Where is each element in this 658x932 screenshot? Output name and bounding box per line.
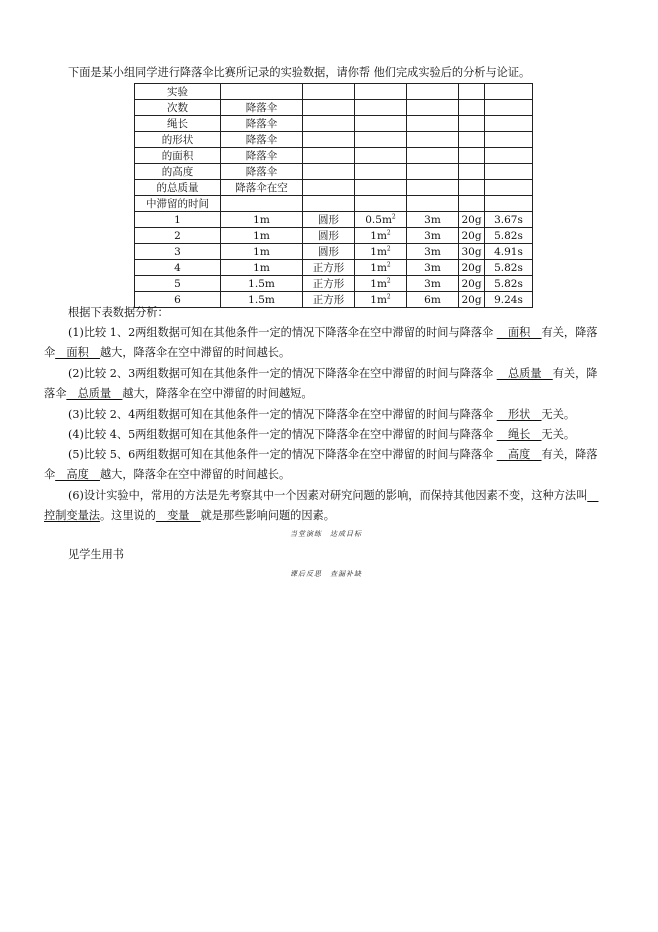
empty-cell xyxy=(303,180,355,196)
answer-4: __绳长__ xyxy=(496,428,542,441)
header-cell: 次数 xyxy=(135,100,221,116)
empty-cell xyxy=(459,196,485,212)
empty-cell xyxy=(459,180,485,196)
question-2-line-2: 落伞__总质量__越大，降落伞在空中滞留的时间越短。 xyxy=(44,387,313,400)
table-cell: 4 xyxy=(135,260,221,276)
empty-cell xyxy=(407,132,459,148)
table-header-row xyxy=(135,148,533,164)
area-unit-superscript: 2 xyxy=(386,245,391,252)
table-cell: $1m^2$ xyxy=(355,276,407,292)
table-cell: 3m xyxy=(407,276,459,292)
empty-cell xyxy=(485,180,533,196)
table-row xyxy=(135,292,533,308)
empty-cell xyxy=(459,148,485,164)
table-cell: 1 xyxy=(135,212,221,228)
table-header-row xyxy=(135,196,533,212)
empty-cell xyxy=(485,100,533,116)
table-row xyxy=(135,260,533,276)
empty-cell xyxy=(355,180,407,196)
empty-cell xyxy=(485,132,533,148)
table-header-row xyxy=(135,132,533,148)
empty-cell xyxy=(459,132,485,148)
table-row xyxy=(135,276,533,292)
empty-cell xyxy=(407,116,459,132)
header-cell: 实验 xyxy=(135,84,221,100)
empty-cell xyxy=(407,84,459,100)
table-cell: 圆形 xyxy=(303,244,355,260)
empty-cell xyxy=(355,196,407,212)
empty-cell xyxy=(303,132,355,148)
empty-cell xyxy=(355,84,407,100)
table-header-row xyxy=(135,84,533,100)
section-footer-2: 课后反思 查漏补缺 xyxy=(290,570,362,578)
table-cell: 5.82s xyxy=(485,276,533,292)
empty-cell xyxy=(303,100,355,116)
header-cell: 降落伞 xyxy=(221,132,303,148)
table-header-row xyxy=(135,100,533,116)
empty-cell xyxy=(355,164,407,180)
area-unit-superscript: 2 xyxy=(391,213,396,220)
question-1-line-2: 伞__面积__越大，降落伞在空中滞留的时间越长。 xyxy=(44,346,291,359)
question-5-line-1: (5)比较 5、6两组数据可知在其他条件一定的情况下降落伞在空中滞留的时间与降落伞 __高度__有关，降落 xyxy=(68,448,598,461)
answer-2b: __总质量__ xyxy=(66,387,123,400)
table-cell: 20g xyxy=(459,228,485,244)
area-unit-superscript: 2 xyxy=(386,293,391,300)
area-unit-superscript: 2 xyxy=(386,277,391,284)
header-cell: 降落伞 xyxy=(221,164,303,180)
empty-cell xyxy=(303,148,355,164)
answer-3: __形状__ xyxy=(496,408,542,421)
answer-6a: 控制变量法 xyxy=(44,509,100,522)
table-cell: 3m xyxy=(407,228,459,244)
table-cell: $1m^2$ xyxy=(355,292,407,308)
area-unit-superscript: 2 xyxy=(386,261,391,268)
table-cell: 2 xyxy=(135,228,221,244)
empty-cell xyxy=(407,100,459,116)
table-cell: $1m^2$ xyxy=(355,228,407,244)
table-cell: 3.67s xyxy=(485,212,533,228)
empty-cell xyxy=(485,84,533,100)
empty-cell xyxy=(407,196,459,212)
table-cell: 20g xyxy=(459,260,485,276)
table-row xyxy=(135,212,533,228)
table-cell: 20g xyxy=(459,292,485,308)
empty-cell xyxy=(407,164,459,180)
empty-cell xyxy=(355,116,407,132)
table-cell: $1m^2$ xyxy=(355,260,407,276)
table-cell: 正方形 xyxy=(303,276,355,292)
table-cell: 9.24s xyxy=(485,292,533,308)
empty-cell xyxy=(485,196,533,212)
analysis-title: 根据下表数据分析： xyxy=(68,306,169,319)
intro-text: 下面是某小组同学进行降落伞比赛所记录的实验数据，请你帮 他们完成实验后的分析与论证。 xyxy=(68,66,531,79)
header-cell: 的高度 xyxy=(135,164,221,180)
table-cell: 1m xyxy=(221,260,303,276)
empty-cell xyxy=(303,196,355,212)
header-cell: 的总质量 xyxy=(135,180,221,196)
section-footer-1: 当堂演练 达成目标 xyxy=(290,530,362,538)
table-row xyxy=(135,244,533,260)
table-cell: 1m xyxy=(221,228,303,244)
table-cell: 30g xyxy=(459,244,485,260)
question-6-line-2: 控制变量法。这里说的__变量__就是那些影响问题的因素。 xyxy=(44,509,335,522)
header-cell: 的面积 xyxy=(135,148,221,164)
table-cell: 3m xyxy=(407,260,459,276)
empty-cell xyxy=(303,164,355,180)
answer-2a: __总质量__ xyxy=(496,367,553,380)
experiment-table xyxy=(134,83,533,308)
table-cell: 正方形 xyxy=(303,260,355,276)
table-cell: 圆形 xyxy=(303,212,355,228)
empty-cell xyxy=(355,132,407,148)
answer-1a: __面积__ xyxy=(496,326,542,339)
table-cell: 1.5m xyxy=(221,276,303,292)
table-header-row xyxy=(135,180,533,196)
header-cell xyxy=(221,84,303,100)
header-cell: 降落伞 xyxy=(221,100,303,116)
question-3: (3)比较 2、4两组数据可知在其他条件一定的情况下降落伞在空中滞留的时间与降落伞 __形状__无关。 xyxy=(68,408,576,421)
table-cell: 1m xyxy=(221,244,303,260)
table-cell: 正方形 xyxy=(303,292,355,308)
header-cell xyxy=(221,196,303,212)
question-2-line-1: (2)比较 2、3两组数据可知在其他条件一定的情况下降落伞在空中滞留的时间与降落伞 __总质量__有关，降 xyxy=(68,367,598,380)
empty-cell xyxy=(303,84,355,100)
empty-cell xyxy=(355,100,407,116)
answer-5b: __高度__ xyxy=(55,468,100,481)
empty-cell xyxy=(459,164,485,180)
table-cell: 20g xyxy=(459,276,485,292)
table-cell: 圆形 xyxy=(303,228,355,244)
table-cell: 20g xyxy=(459,212,485,228)
header-cell: 降落伞 xyxy=(221,116,303,132)
question-5-line-2: 伞__高度__越大，降落伞在空中滞留的时间越长。 xyxy=(44,468,291,481)
answer-5a: __高度__ xyxy=(496,448,542,461)
table-cell: $1m^2$ xyxy=(355,244,407,260)
table-cell: 5.82s xyxy=(485,228,533,244)
header-cell: 的形状 xyxy=(135,132,221,148)
question-4: (4)比较 4、5两组数据可知在其他条件一定的情况下降落伞在空中滞留的时间与降落伞 __绳长__无关。 xyxy=(68,428,576,441)
table-cell: 6m xyxy=(407,292,459,308)
empty-cell xyxy=(303,116,355,132)
student-book-note: 见学生用书 xyxy=(68,548,124,561)
question-6-line-1: (6)设计实验中，常用的方法是先考察其中一个因素对研究问题的影响，而保持其他因素不变，这种方法叫__ xyxy=(68,489,599,502)
table-cell: 3m xyxy=(407,244,459,260)
empty-cell xyxy=(459,84,485,100)
area-unit-superscript: 2 xyxy=(386,229,391,236)
table-cell: 3 xyxy=(135,244,221,260)
empty-cell xyxy=(485,164,533,180)
header-cell: 降落伞 xyxy=(221,148,303,164)
answer-6b: __变量__ xyxy=(155,509,201,522)
empty-cell xyxy=(485,148,533,164)
table-cell: 5 xyxy=(135,276,221,292)
table-row xyxy=(135,228,533,244)
header-cell: 中滞留的时间 xyxy=(135,196,221,212)
header-cell: 降落伞在空 xyxy=(221,180,303,196)
table-cell: 4.91s xyxy=(485,244,533,260)
empty-cell xyxy=(459,100,485,116)
table-cell: $0.5m^2$ xyxy=(355,212,407,228)
table-cell: 1.5m xyxy=(221,292,303,308)
table-cell: 3m xyxy=(407,212,459,228)
empty-cell xyxy=(355,148,407,164)
empty-cell xyxy=(407,180,459,196)
empty-cell xyxy=(407,148,459,164)
table-cell: 5.82s xyxy=(485,260,533,276)
empty-cell xyxy=(459,116,485,132)
table-header-row xyxy=(135,116,533,132)
table-cell: 6 xyxy=(135,292,221,308)
question-1-line-1: (1)比较 1、2两组数据可知在其他条件一定的情况下降落伞在空中滞留的时间与降落伞 __面积__有关，降落 xyxy=(68,326,598,339)
header-cell: 绳长 xyxy=(135,116,221,132)
table-cell: 1m xyxy=(221,212,303,228)
answer-1b: __面积__ xyxy=(55,346,100,359)
table-header-row xyxy=(135,164,533,180)
empty-cell xyxy=(485,116,533,132)
